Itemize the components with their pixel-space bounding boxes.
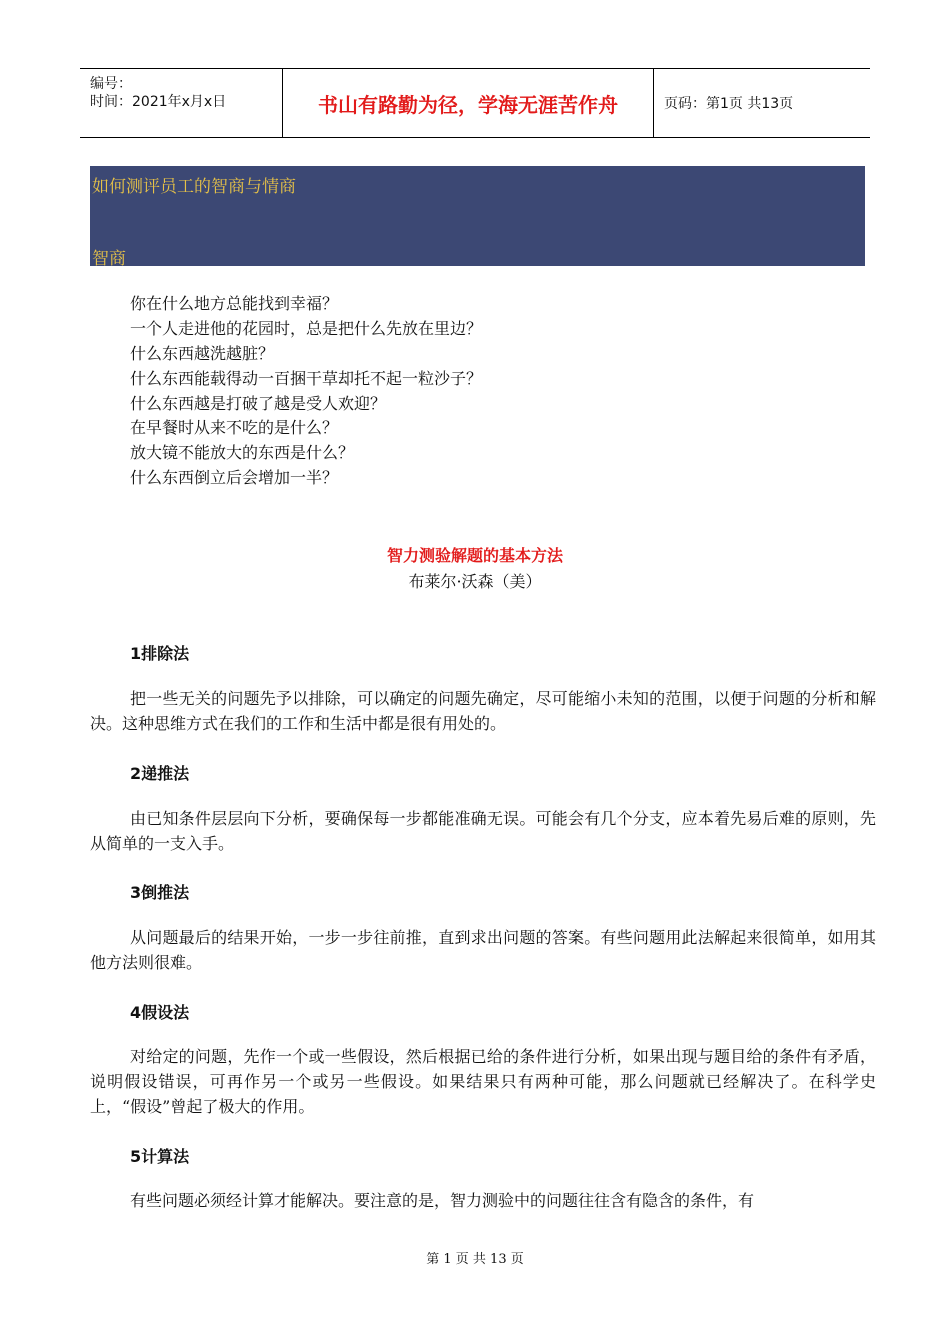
list-item: 什么东西越洗越脏？: [130, 343, 275, 363]
method-paragraph: 对给定的问题，先作一个或一些假设，然后根据已给的条件进行分析，如果出现与题目给的条件有矛盾，说明假设错误，可再作另一个或另一些假设。如果结果只有两种可能，那么问题就已经解决了。在科学史上，“假设”曾起了极大的作用。: [90, 1047, 876, 1116]
list-item: 什么东西越是打破了越是受人欢迎？: [130, 393, 387, 413]
list-item: 什么东西能载得动一百捆干草却托不起一粒沙子？: [130, 368, 483, 388]
section-title: 智力测验解题的基本方法: [386, 546, 563, 565]
method-heading: 5计算法: [130, 1147, 190, 1166]
list-item: 在早餐时从来不吃的是什么？: [130, 418, 339, 438]
header-meta-cell: [80, 69, 283, 137]
banner-title: 如何测评员工的智商与情商: [92, 177, 296, 197]
method-heading: 2递推法: [130, 764, 190, 783]
method-heading: 1排除法: [130, 644, 190, 663]
date-label: 时间：2021年x月x日: [90, 94, 227, 110]
list-item: 一个人走进他的花园时，总是把什么先放在里边？: [130, 318, 483, 338]
method-heading: 3倒推法: [130, 883, 190, 902]
header-page-info: 页码：第1页 共13页: [664, 96, 794, 112]
method-paragraph: 有些问题必须经计算才能解决。要注意的是，智力测验中的问题往往含有隐含的条件，有: [130, 1191, 755, 1210]
list-item: 放大镜不能放大的东西是什么？: [130, 443, 355, 463]
method-paragraph: 从问题最后的结果开始，一步一步往前推，直到求出问题的答案。有些问题用此法解起来很简单，如用其他方法则很难。: [90, 928, 876, 972]
method-paragraph: 把一些无关的问题先予以排除，可以确定的问题先确定，尽可能缩小未知的范围，以便于问题的分析和解决。这种思维方式在我们的工作和生活中都是很有用处的。: [90, 689, 876, 733]
banner-subtitle: 智商: [92, 249, 126, 269]
list-item: 你在什么地方总能找到幸福？: [130, 294, 339, 313]
question-list: [130, 292, 482, 491]
title-banner: [90, 166, 865, 269]
page-header: [80, 68, 870, 138]
number-label: 编号：: [90, 76, 132, 92]
method-paragraph: 由已知条件层层向下分析，要确保每一步都能准确无误。可能会有几个分支，应本着先易后难的原则，先从简单的一支入手。: [90, 809, 876, 853]
header-motto: 书山有路勤为径，学海无涯苦作舟: [283, 69, 654, 137]
section-author: 布莱尔·沃森（美）: [408, 572, 542, 591]
list-item: 什么东西倒立后会增加一半？: [130, 468, 339, 488]
page-footer: 第 1 页 共 13 页: [426, 1252, 524, 1267]
method-heading: 4假设法: [130, 1003, 190, 1022]
